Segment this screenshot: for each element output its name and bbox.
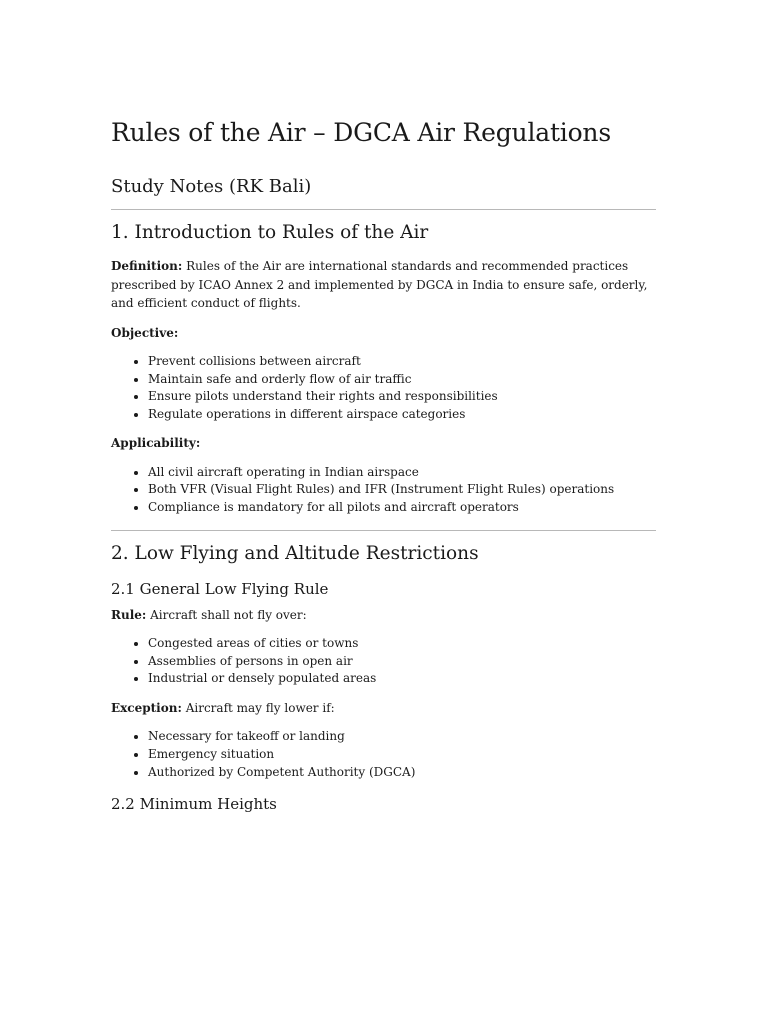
objective-list xyxy=(111,353,656,423)
subsection-heading: 2.1 General Low Flying Rule xyxy=(111,579,329,598)
applicability-label xyxy=(111,434,656,453)
divider xyxy=(111,530,656,531)
section-low-flying xyxy=(111,543,656,814)
definition-text: Rules of the Air are international standards and recommended practices prescribed by ICAO Annex 2 and implemented by DGCA in India to ensure safe, orderly, and efficient conduct of flights. xyxy=(111,259,648,310)
list-item: • Ensure pilots understand their rights and responsibilities xyxy=(148,388,656,406)
list-item: • Maintain safe and orderly flow of air traffic xyxy=(148,371,656,389)
document-title: Rules of the Air – DGCA Air Regulations xyxy=(111,118,611,147)
list-item: • Prevent collisions between aircraft xyxy=(148,353,656,371)
exception-paragraph xyxy=(111,699,656,718)
list-item: • All civil aircraft operating in Indian airspace xyxy=(148,464,656,482)
list-item: • Both VFR (Visual Flight Rules) and IFR (Instrument Flight Rules) operations xyxy=(148,481,656,499)
exception-label: Exception: xyxy=(111,700,182,715)
document-subtitle: Study Notes (RK Bali) xyxy=(111,176,312,197)
applicability-list xyxy=(111,464,656,517)
list-item: • Emergency situation xyxy=(148,746,656,764)
list-item: • Regulate operations in different airspace categories xyxy=(148,406,656,424)
list-item: • Authorized by Competent Authority (DGCA) xyxy=(148,764,656,782)
exception-text: Aircraft may fly lower if: xyxy=(181,700,335,715)
applicability-label-text: Applicability: xyxy=(111,436,201,451)
list-item: • Congested areas of cities or towns xyxy=(148,635,656,653)
list-item: • Industrial or densely populated areas xyxy=(148,670,656,688)
rule-paragraph xyxy=(111,606,656,625)
objective-label-text: Objective: xyxy=(111,325,179,340)
list-item: • Compliance is mandatory for all pilots and aircraft operators xyxy=(148,499,656,517)
list-item: • Assemblies of persons in open air xyxy=(148,653,656,671)
section-heading: 2. Low Flying and Altitude Restrictions xyxy=(111,542,479,564)
definition-paragraph xyxy=(111,257,656,313)
divider xyxy=(111,209,656,210)
exception-list xyxy=(111,728,656,781)
section-introduction xyxy=(111,222,656,517)
definition-label: Definition: xyxy=(111,259,183,273)
subsection-heading: 2.2 Minimum Heights xyxy=(111,795,277,814)
list-item: • Necessary for takeoff or landing xyxy=(148,728,656,746)
objective-label xyxy=(111,324,656,343)
rule-list xyxy=(111,635,656,688)
section-heading: 1. Introduction to Rules of the Air xyxy=(111,222,429,243)
rule-label: Rule: xyxy=(111,607,147,622)
rule-text: Aircraft shall not fly over: xyxy=(146,607,307,622)
